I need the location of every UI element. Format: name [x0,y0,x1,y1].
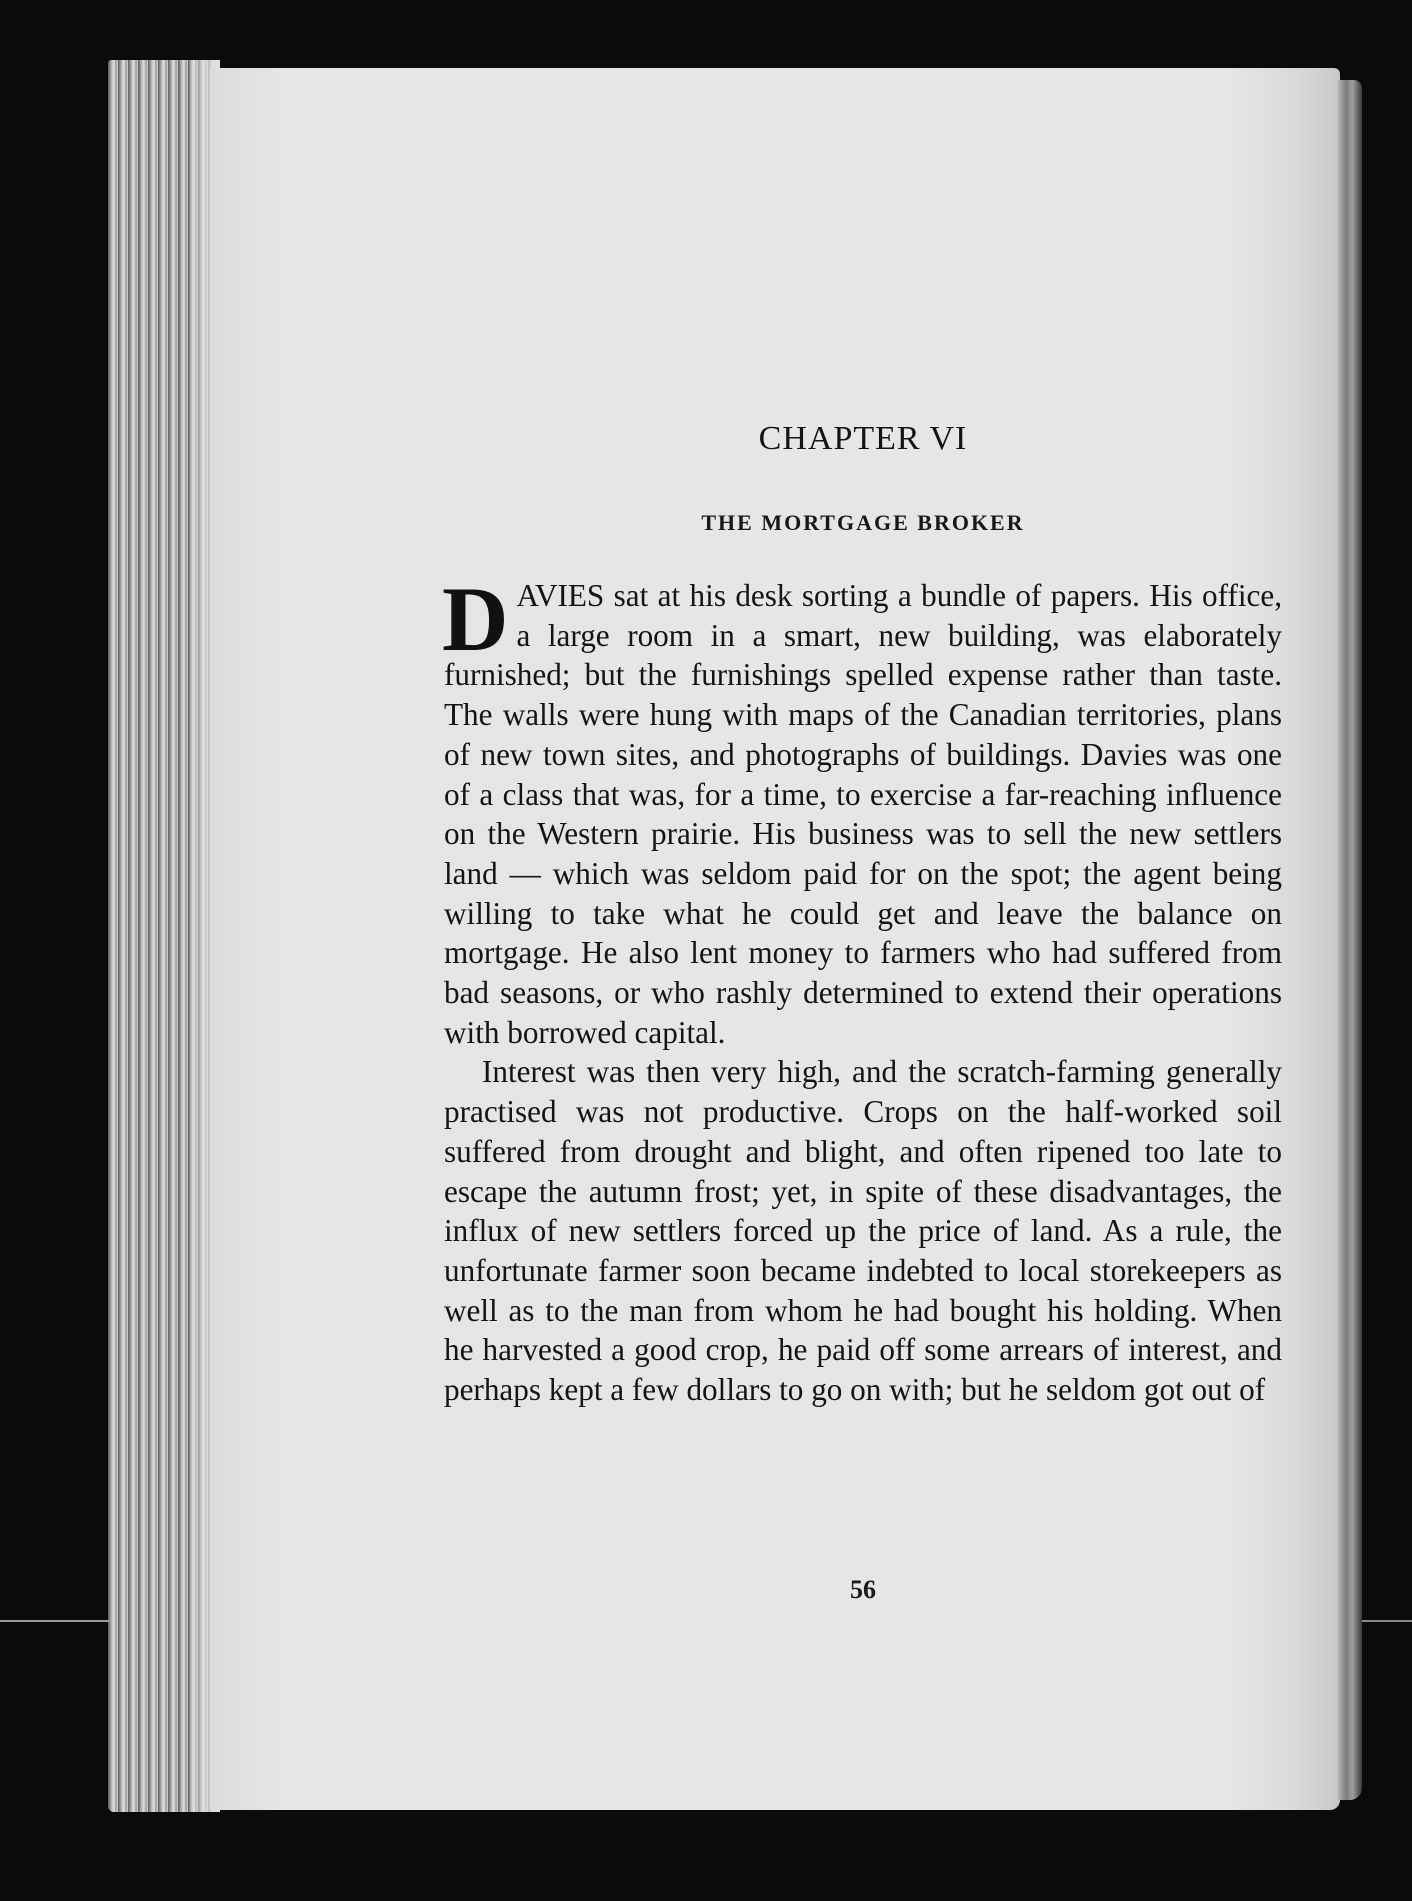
paragraph-2: Interest was then very high, and the scratch-farming generally practised was not productive. Crops on the half-worked soil suffered from drought and blight, and often ripened too late to escape the autumn frost; yet, in spite of these disadvantages, the influx of new settlers forced up the price of land. As a rule, the unfortunate farmer soon became indebted to local storekeepers as well as to the man from whom he had bought his holding. When he harvested a good crop, he paid off some arrears of interest, and perhaps kept a few dollars to go on with; but he seldom got out of [444,1054,1282,1408]
drop-cap: D [442,568,509,670]
body-text [442,568,1282,1410]
page-number: 56 [850,1575,876,1604]
page-right-edge [1338,80,1362,1800]
scan-artifact-line-right [1362,1620,1412,1622]
chapter-number: CHAPTER VI [758,420,968,457]
paragraph-1 [442,568,1282,1052]
chapter-title: THE MORTGAGE BROKER [701,510,1025,535]
page-stack-edges [108,60,220,1812]
scan-artifact-line [0,1620,110,1622]
paragraph-1-text: AVIES sat at his desk sorting a bundle of papers. His office, a large room in a smart, new building, was elaborately furnished; but the furnishings spelled expense rather than taste. The walls were hung with maps of the Canadian territories, plans of new town sites, and photographs of buildings. Davies was one of a class that was, for a time, to exercise a far-reaching influence on the Western prairie. His business was to sell the new settlers land — which was seldom paid for on the spot; the agent being willing to take what he could get and leave the balance on mortgage. He also lent money to farmers who had suffered from bad seasons, or who rashly determined to extend their operations with borrowed capital. [444,578,1282,1050]
